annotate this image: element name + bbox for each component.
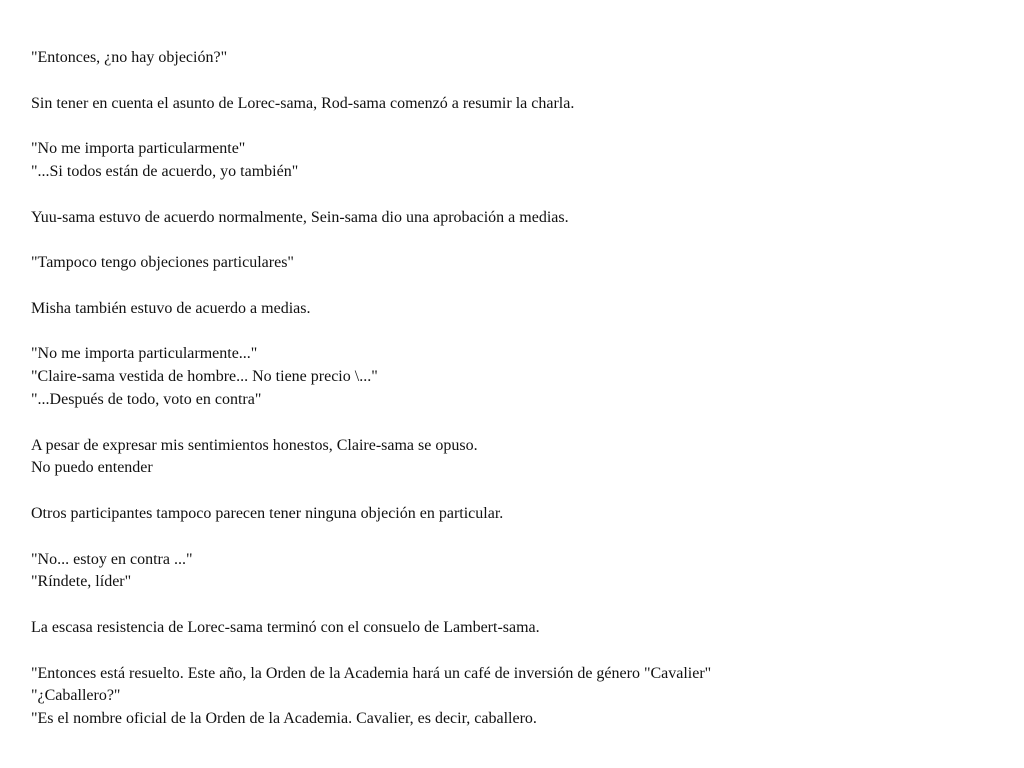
text-line: Misha también estuvo de acuerdo a medias. xyxy=(31,299,311,317)
paragraph-12 xyxy=(31,663,991,731)
paragraph-3 xyxy=(31,138,991,184)
paragraph-7 xyxy=(31,343,991,411)
paragraph-9 xyxy=(31,503,991,526)
text-line: Otros participantes tampoco parecen tener ninguna objeción en particular. xyxy=(31,504,504,522)
text-line: "Es el nombre oficial de la Orden de la Academia. Cavalier, es decir, caballero. xyxy=(31,710,537,728)
text-line: "No me importa particularmente..." xyxy=(31,345,258,363)
text-line: Yuu-sama estuvo de acuerdo normalmente, Sein-sama dio una aprobación a medias. xyxy=(31,208,569,226)
text-line: "Entonces está resuelto. Este año, la Orden de la Academia hará un café de inversión de género "Cavalier" xyxy=(31,664,712,682)
text-line: "No... estoy en contra ..." xyxy=(31,550,193,568)
text-line: "Claire-sama vestida de hombre... No tiene precio \..." xyxy=(31,368,378,386)
text-line: "¿Caballero?" xyxy=(31,687,121,705)
text-line: "Entonces, ¿no hay objeción?" xyxy=(31,49,228,66)
paragraph-6 xyxy=(31,298,991,321)
text-line: "...Si todos están de acuerdo, yo también" xyxy=(31,162,299,180)
text-line: "Tampoco tengo objeciones particulares" xyxy=(31,254,294,272)
text-line: Sin tener en cuenta el asunto de Lorec-sama, Rod-sama comenzó a resumir la charla. xyxy=(31,94,575,112)
text-line: "...Después de todo, voto en contra" xyxy=(31,390,262,408)
paragraph-4 xyxy=(31,207,991,230)
text-line: A pesar de expresar mis sentimientos honestos, Claire-sama se opuso. xyxy=(31,436,478,454)
text-line: La escasa resistencia de Lorec-sama terminó con el consuelo de Lambert-sama. xyxy=(31,618,540,636)
document-body xyxy=(31,47,991,754)
text-line: "No me importa particularmente" xyxy=(31,140,246,158)
paragraph-1 xyxy=(31,47,991,70)
paragraph-2 xyxy=(31,93,991,116)
paragraph-8 xyxy=(31,435,991,481)
text-line: "Ríndete, líder" xyxy=(31,573,132,591)
paragraph-11 xyxy=(31,617,991,640)
text-line: No puedo entender xyxy=(31,459,153,477)
paragraph-10 xyxy=(31,549,991,595)
paragraph-5 xyxy=(31,252,991,275)
